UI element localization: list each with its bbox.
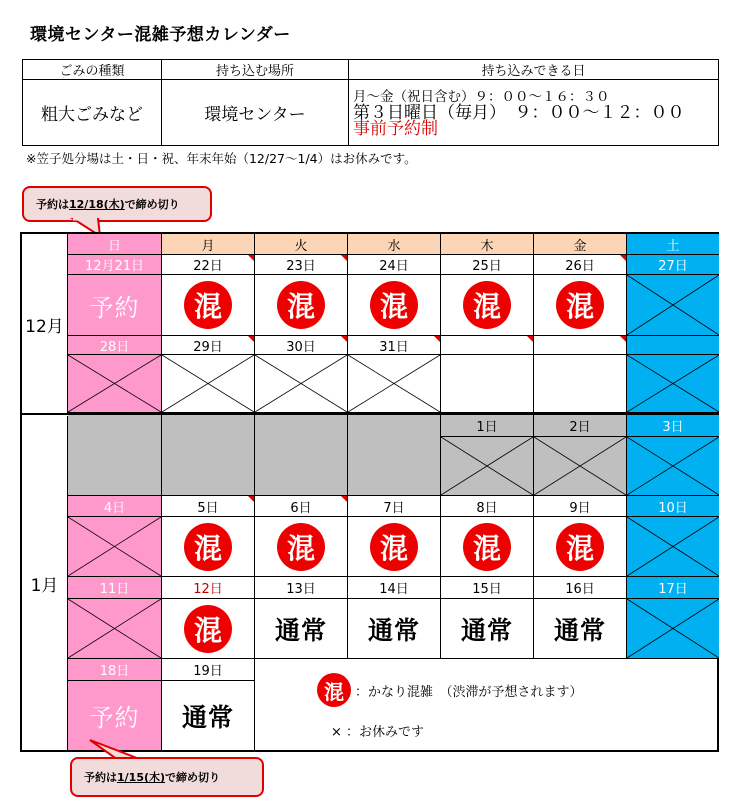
normal-label: 通常 [181,702,234,732]
weekday-label: 月 [201,238,215,254]
weekday-label: 木 [480,238,494,254]
busy-icon: 混 [317,673,351,707]
date-label: 27日 [658,259,688,274]
day-status-cell [534,275,627,336]
calendar [20,232,719,752]
date-label: 15日 [472,582,502,597]
day-status-cell [255,437,348,496]
date-cell [255,496,348,517]
drop-place: 環境センター [162,80,349,146]
day-status-cell [534,517,627,577]
date-cell [534,336,627,355]
closed-x-icon [68,599,161,658]
date-cell [162,415,255,437]
header-days: 持ち込みできる日 [349,60,719,80]
date-label: 7日 [383,500,405,516]
day-status-cell [68,599,162,659]
date-cell [348,496,441,517]
info-table [22,59,719,146]
weekday-label: 金 [573,238,587,254]
date-label: 14日 [379,582,409,597]
day-status-cell [68,275,162,336]
busy-icon: 混 [184,281,232,329]
date-cell [534,496,627,517]
comment-marker-icon [341,336,347,342]
date-cell [348,336,441,355]
date-cell [68,496,162,517]
day-status-cell [627,517,719,577]
weekday-header [348,234,441,255]
day-status-cell [348,437,441,496]
date-label: 29日 [193,339,223,355]
month-label-december [22,234,68,414]
closed-x-icon [627,355,719,412]
day-status-cell [162,437,255,496]
callout-suffix: で締め切り [165,771,221,784]
busy-icon: 混 [184,523,232,571]
date-cell [162,255,255,275]
weekday-header [255,234,348,255]
comment-marker-icon [341,496,347,502]
busy-icon: 混 [463,281,511,329]
comment-marker-icon [248,255,254,261]
month-dec-text: 12月 [25,316,64,337]
callout-prefix: 予約は [84,771,117,784]
busy-icon: 混 [370,281,418,329]
closure-note: ※笠子処分場は土・日・祝、年末年始（12/27～1/4）はお休みです。 [26,151,417,166]
date-label: 12日 [193,582,223,597]
day-status-cell [348,275,441,336]
comment-marker-icon [248,336,254,342]
month-jan-text: 1月 [30,575,59,596]
date-cell [68,255,162,275]
date-cell [627,415,719,437]
date-cell [68,659,162,681]
date-cell [441,255,534,275]
date-cell [441,577,534,599]
weekday-label: 火 [294,238,308,254]
date-cell [255,336,348,355]
date-cell [627,336,719,355]
legend-closed-text: ：お休みです [346,725,425,740]
callout-prefix: 予約は [36,198,69,211]
comment-marker-icon [527,336,533,342]
normal-label: 通常 [274,615,327,645]
day-status-cell [534,355,627,413]
schedule-line2-text: 第３日曜日（毎月） ９：００～１２：００ [353,102,685,123]
page-title: 環境センター混雑予想カレンダー [30,25,291,45]
weekday-header [162,234,255,255]
date-cell [162,336,255,355]
closed-x-icon [68,355,161,412]
day-status-cell [162,275,255,336]
date-cell [534,415,627,437]
day-status-cell [441,517,534,577]
closed-x-icon [255,355,347,412]
callout-deadline-december [22,186,212,222]
date-label: 10日 [658,500,688,516]
busy-icon: 混 [556,281,604,329]
weekday-header [68,234,162,255]
date-cell [68,415,162,437]
date-cell [162,496,255,517]
weekday-label: 水 [387,238,401,254]
day-status-cell [348,599,441,659]
day-status-cell [627,355,719,413]
day-status-cell [162,517,255,577]
busy-icon: 混 [184,605,232,653]
day-status-cell [162,681,255,750]
legend-closed [331,721,424,740]
day-status-cell [627,437,719,496]
date-label: 3日 [662,420,684,435]
closed-x-icon [348,355,440,412]
date-label: 9日 [569,500,591,516]
callout-deadline-january [70,757,264,797]
legend-busy [317,673,583,707]
date-cell [68,336,162,355]
normal-label: 通常 [367,615,420,645]
normal-label: 通常 [553,615,606,645]
header-place: 持ち込む場所 [162,60,349,80]
day-status-cell [348,355,441,413]
schedule-line1: 月～金（祝日含む）９：００～１６：３０ [353,88,610,105]
day-status-cell [162,355,255,413]
day-status-cell [68,517,162,577]
comment-marker-icon [248,496,254,502]
garbage-type: 粗大ごみなど [23,80,162,146]
date-label: 22日 [193,259,223,274]
closed-x-icon [627,275,719,335]
closed-x-icon [627,517,719,576]
legend [255,659,719,750]
closed-x-icon [534,437,626,495]
month-label-january [22,416,68,750]
closed-symbol: × [331,725,342,740]
date-label: 5日 [197,500,219,516]
day-status-cell [68,437,162,496]
date-label: 13日 [286,582,316,597]
date-cell [441,496,534,517]
date-cell [348,415,441,437]
date-cell [627,255,719,275]
busy-icon: 混 [370,523,418,571]
date-cell [68,577,162,599]
date-label: 8日 [476,500,498,516]
date-label: 12月21日 [84,259,145,274]
day-status-cell [441,437,534,496]
day-status-cell [441,275,534,336]
date-label: 23日 [286,259,316,274]
date-label: 19日 [193,664,223,679]
comment-marker-icon [434,336,440,342]
day-status-cell [441,355,534,413]
closed-x-icon [627,437,719,495]
closed-x-icon [162,355,254,412]
weekday-header [627,234,719,255]
date-cell [441,336,534,355]
comment-marker-icon [620,336,626,342]
date-cell [348,577,441,599]
closed-x-icon [441,437,533,495]
weekday-label: 日 [107,238,121,254]
date-label: 31日 [379,339,409,355]
date-label: 25日 [472,259,502,274]
schedule-line2 [353,102,718,139]
weekday-header [441,234,534,255]
comment-marker-icon [620,255,626,261]
day-status-cell [255,517,348,577]
day-status-cell [255,599,348,659]
date-label: 24日 [379,259,409,274]
date-label: 17日 [658,582,688,597]
busy-icon: 混 [277,281,325,329]
date-label: 16日 [565,582,595,597]
weekday-label: 土 [666,238,680,254]
day-status-cell [534,437,627,496]
comment-marker-icon [341,255,347,261]
date-label: 2日 [569,420,591,435]
date-cell [627,577,719,599]
date-cell [255,255,348,275]
date-label: 30日 [286,339,316,355]
header-type: ごみの種類 [23,60,162,80]
day-status-cell [162,599,255,659]
day-status-cell [534,599,627,659]
day-status-cell [441,599,534,659]
date-cell [627,496,719,517]
day-status-cell [627,275,719,336]
date-cell [441,415,534,437]
reservation-note: 事前予約制 [353,118,438,139]
date-label: 11日 [99,582,130,597]
weekday-header [534,234,627,255]
closed-x-icon [627,599,719,658]
date-cell [162,659,255,681]
date-cell [255,415,348,437]
schedule [349,80,719,146]
day-status-cell [348,517,441,577]
day-status-cell [627,599,719,659]
busy-icon: 混 [277,523,325,571]
date-cell [534,577,627,599]
date-cell [162,577,255,599]
date-label: 4日 [103,500,126,516]
closed-x-icon [68,517,161,576]
normal-label: 通常 [460,615,513,645]
day-status-cell [255,355,348,413]
date-cell [348,255,441,275]
reserve-label: 予約 [89,704,140,732]
date-label: 26日 [565,259,595,274]
busy-icon: 混 [556,523,604,571]
date-cell [534,255,627,275]
date-cell [255,577,348,599]
date-label: 18日 [99,664,130,679]
callout-date: 12/18(木) [69,198,125,211]
legend-busy-text: ：かなり混雑 （渋滞が予想されます） [355,684,583,700]
day-status-cell [255,275,348,336]
date-label: 6日 [290,500,312,516]
callout-suffix: で締め切り [124,198,180,211]
date-label: 1日 [476,420,498,435]
day-status-cell [68,355,162,413]
date-label: 28日 [99,339,130,355]
reserve-label: 予約 [89,293,140,322]
callout-date: 1/15(木) [117,771,166,784]
busy-icon: 混 [463,523,511,571]
